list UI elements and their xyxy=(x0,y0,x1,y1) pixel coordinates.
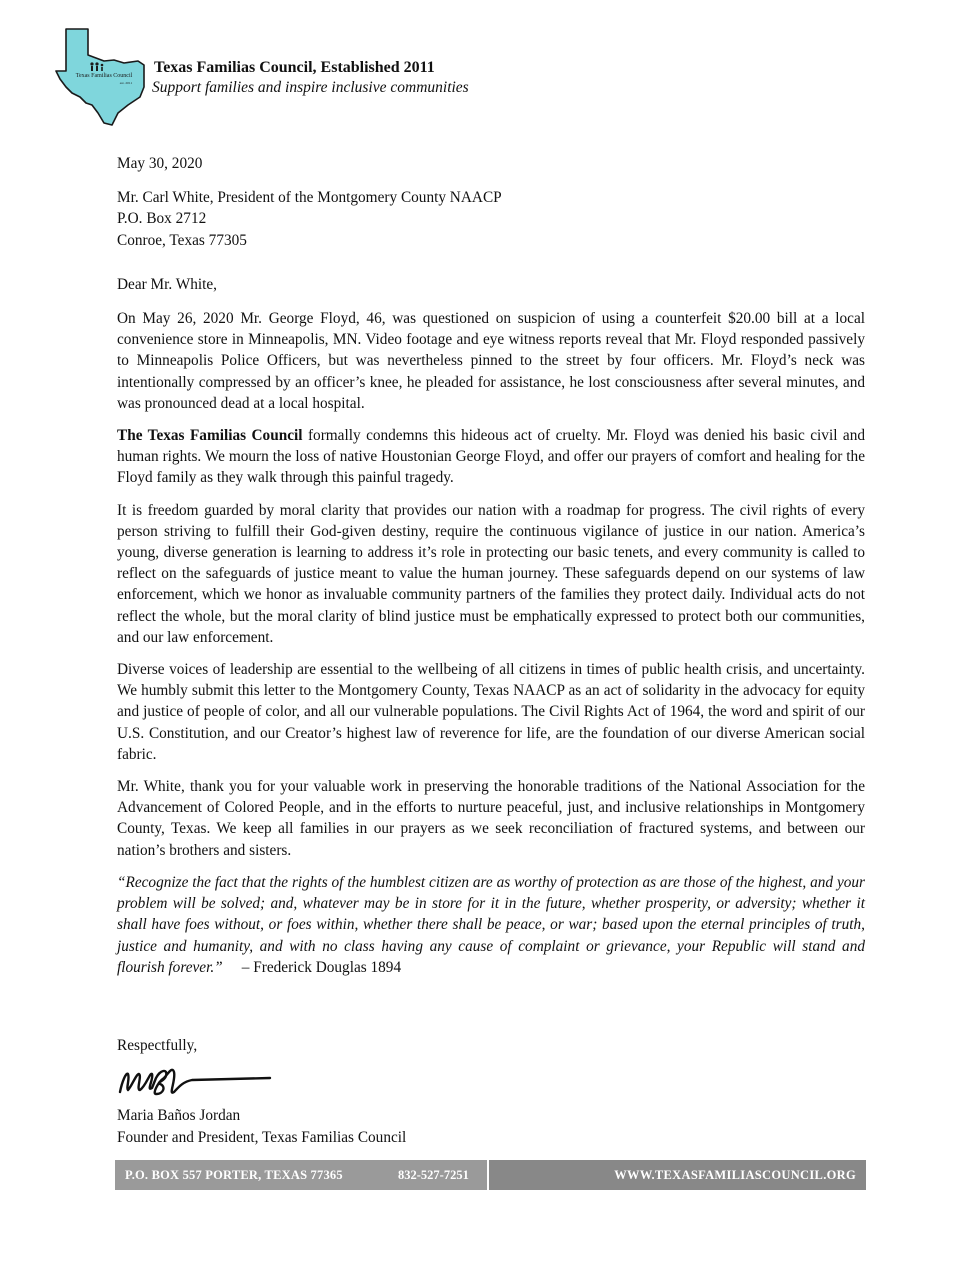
recipient-line-2: P.O. Box 2712 xyxy=(117,210,207,228)
logo-est: est. 2011 xyxy=(119,81,133,85)
recipient-address xyxy=(117,187,865,251)
douglass-quote xyxy=(117,872,865,978)
letter-date: May 30, 2020 xyxy=(117,155,203,172)
recipient-line-1: Mr. Carl White, President of the Montgomery County NAACP xyxy=(117,189,502,207)
paragraph-4: Diverse voices of leadership are essential to the wellbeing of all citizens in times of public health crisis, and uncertainty. We humbly submit this letter to the Montgomery County, Texas NAACP as an act of solidarity in the advocacy for equity and justice of people of color, and all our vulnerable populations. The Civil Rights Act of 1964, the word and spirit of our U.S. Constitution, and our Creator’s highest law of reverence for life, are the foundation of our diverse American social fabric. xyxy=(117,661,865,763)
salutation: Dear Mr. White, xyxy=(117,275,217,293)
closing: Respectfully, xyxy=(117,1037,198,1054)
logo-text: Texas Familias Council xyxy=(75,73,133,79)
paragraph-3: It is freedom guarded by moral clarity that provides our nation with a roadmap for progress. The civil rights of every person striving to fulfill their God-given destiny, require the continuous vigilance of justice in our nation. America’s young, diverse generation is learning to address it’s role in protecting our basic tenets, and every community is called to reflect on the safeguards of justice meant to value the human journey. These safeguards depend on our systems of law enforcement, which we honor as invaluable community partners of the families they protect daily. Individual acts do not reflect the whole, but the moral clarity of blind justice must be emphatically expressed to protect both our communities, and our law enforcement. xyxy=(117,501,865,646)
footer-website: WWW.TEXASFAMILIASCOUNCIL.ORG xyxy=(614,1168,856,1182)
footer-phone: 832-527-7251 xyxy=(398,1168,469,1182)
signer-name: Maria Baños Jordan xyxy=(117,1107,241,1124)
paragraph-2-lead: The Texas Familias Council xyxy=(117,427,303,445)
quote-text: “Recognize the fact that the rights of the humblest citizen are as worthy of protection as are those of the highest, and your problem will be solved; and, whatever may be in store for it in the future, whether prosperity, or adversity; whether it shall have foes without, or foes within, whether there shall be peace, or war; based upon the eternal principles of truth, justice and humanity, and with no class having any cause of complaint or grievance, your Republic will stand and flourish forever.” xyxy=(117,873,865,976)
quote-attribution: – Frederick Douglas 1894 xyxy=(222,958,402,976)
signer-block xyxy=(117,1105,406,1148)
texas-map-logo xyxy=(52,27,147,127)
footer-bar xyxy=(115,1160,866,1190)
paragraph-2-rest: formally condemns this hideous act of cruelty. Mr. Floyd was denied his basic civil and human rights. We mourn the loss of native Houstonian George Floyd, and offer our prayers of comfort and healing for the Floyd family as they walk through this painful tragedy. xyxy=(117,427,865,487)
signer-title: Founder and President, Texas Familias Council xyxy=(117,1128,407,1146)
paragraph-5: Mr. White, thank you for your valuable work in preserving the honorable traditions of the National Association for the Advancement of Colored People, and in the efforts to nurture peaceful, just, and inclusive relationships in Montgomery County, Texas. We keep all families in our prayers as we seek reconciliation of fractured systems, and between our nation’s brothers and sisters. xyxy=(117,778,865,859)
paragraph-2 xyxy=(117,425,865,489)
org-name: Texas Familias Council, Established 2011 xyxy=(154,59,435,76)
footer-address: P.O. BOX 557 PORTER, TEXAS 77365 xyxy=(125,1168,343,1182)
recipient-line-3: Conroe, Texas 77305 xyxy=(117,231,247,249)
paragraph-1: On May 26, 2020 Mr. George Floyd, 46, was questioned on suspicion of using a counterfeit $20.00 bill at a local convenience store in Minneapolis, MN. Video footage and eye witness reports reveal that Mr. Floyd responded passively to Minneapolis Police Officers, but was nevertheless pinned to the street by four officers. Mr. Floyd’s neck was intentionally compressed by an officer’s knee, he pleaded for assistance, he lost consciousness after several minutes, and was pronounced dead at a local hospital. xyxy=(117,310,865,412)
handwritten-signature xyxy=(112,1052,282,1104)
footer-left-panel xyxy=(115,1160,487,1190)
letter-body xyxy=(117,153,865,989)
org-tagline: Support families and inspire inclusive communities xyxy=(152,79,469,96)
footer-right-panel xyxy=(489,1160,866,1190)
